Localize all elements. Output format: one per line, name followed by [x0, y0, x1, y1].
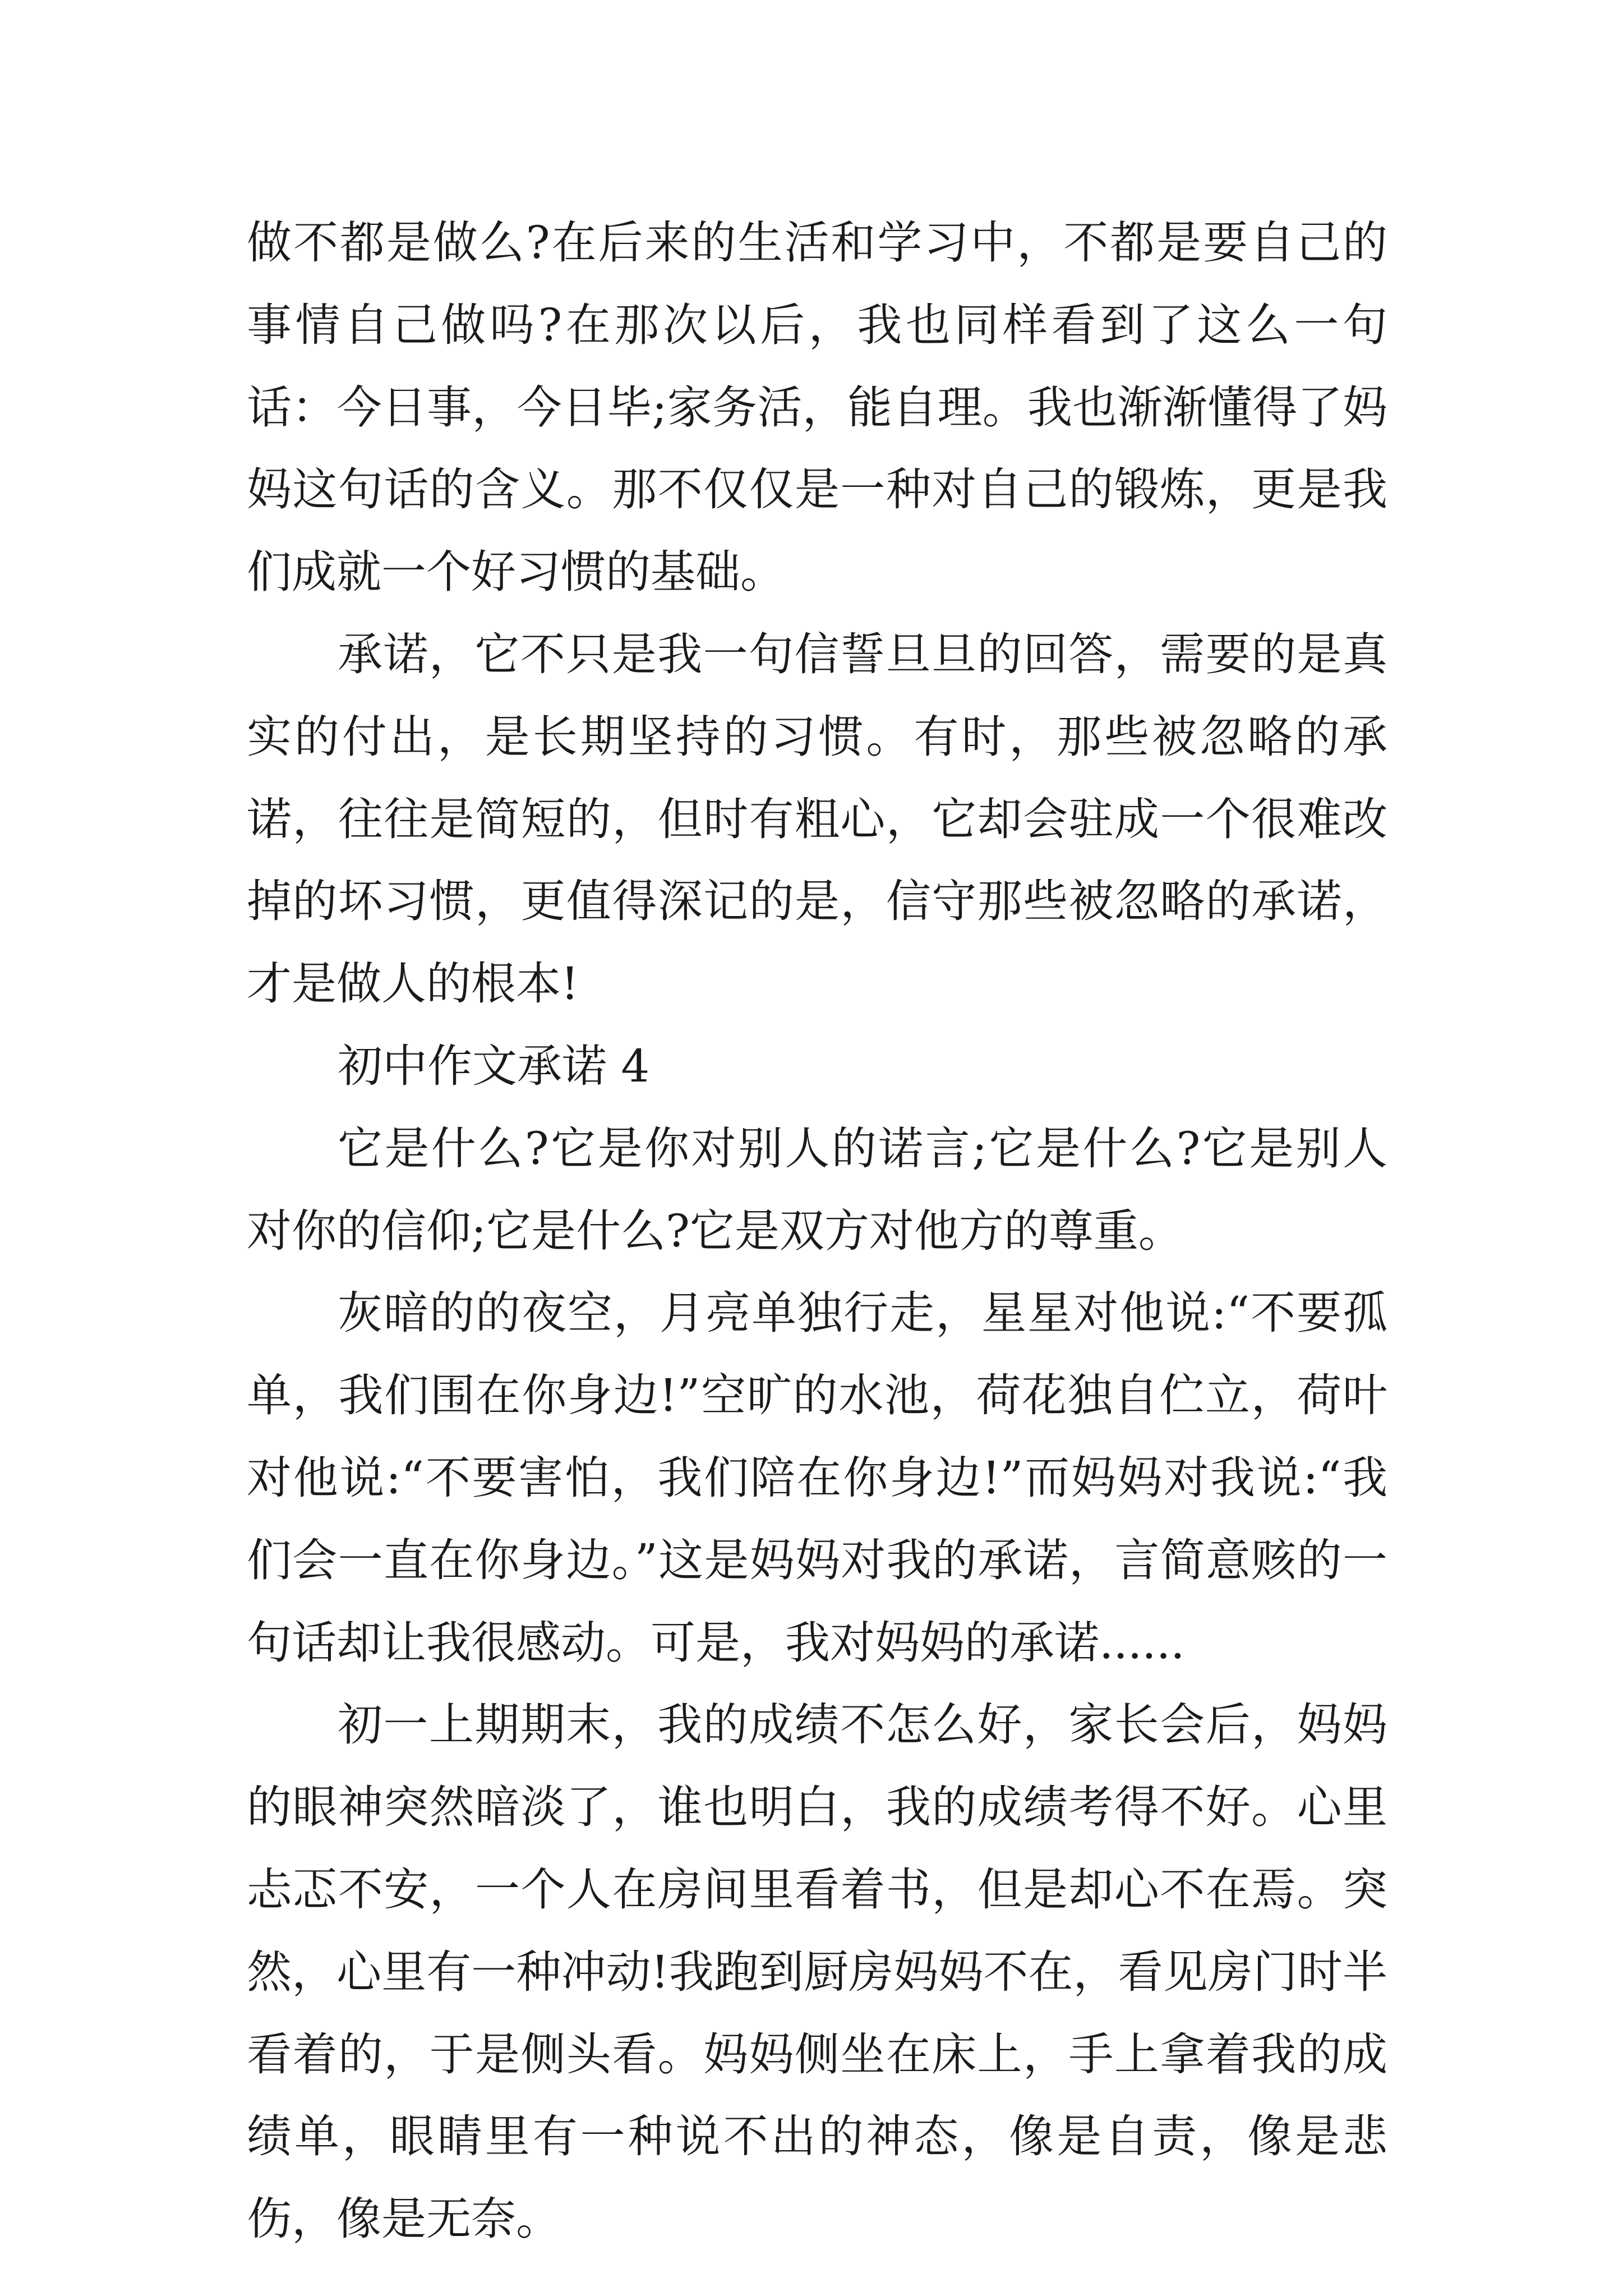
paragraph: 灰暗的的夜空，月亮单独行走，星星对他说:“不要孤单，我们围在你身边!”空旷的水池，荷花独自伫立，荷叶对他说:“不要害怕，我们陪在你身边!”而妈妈对我说:“我们会一直在你身边。”这是妈妈对我的承诺，言简意赅的一句话却让我很感动。可是，我对妈妈的承诺......: [247, 1287, 1387, 1669]
paragraph: 承诺，它不只是我一句信誓旦旦的回答，需要的是真实的付出，是长期坚持的习惯。有时，那些被忽略的承诺，往往是简短的，但时有粗心，它却会驻成一个很难改掉的坏习惯，更值得深记的是，信守那些被忽略的承诺，才是做人的根本!: [247, 628, 1387, 1010]
paragraph: 初一上期期末，我的成绩不怎么好，家长会后，妈妈的眼神突然暗淡了，谁也明白，我的成绩考得不好。心里忐忑不安，一个人在房间里看着书，但是却心不在焉。突然，心里有一种冲动!我跑到厨房妈妈不在，看见房门时半看着的，于是侧头看。妈妈侧坐在床上，手上拿着我的成绩单，眼睛里有一种说不出的神态，像是自责，像是悲伤，像是无奈。: [247, 1699, 1387, 2246]
paragraph: 做不都是做么?在后来的生活和学习中，不都是要自己的事情自己做吗?在那次以后，我也同样看到了这么一句话：今日事，今日毕;家务活，能自理。我也渐渐懂得了妈妈这句话的含义。那不仅仅是一种对自己的锻炼，更是我们成就一个好习惯的基础。: [247, 217, 1387, 599]
document-body: [247, 202, 1387, 2261]
section-heading: 初中作文承诺 4: [338, 1039, 650, 1092]
paragraph: 它是什么?它是你对别人的诺言;它是什么?它是别人对你的信仰;它是什么?它是双方对他方的尊重。: [247, 1122, 1387, 1257]
